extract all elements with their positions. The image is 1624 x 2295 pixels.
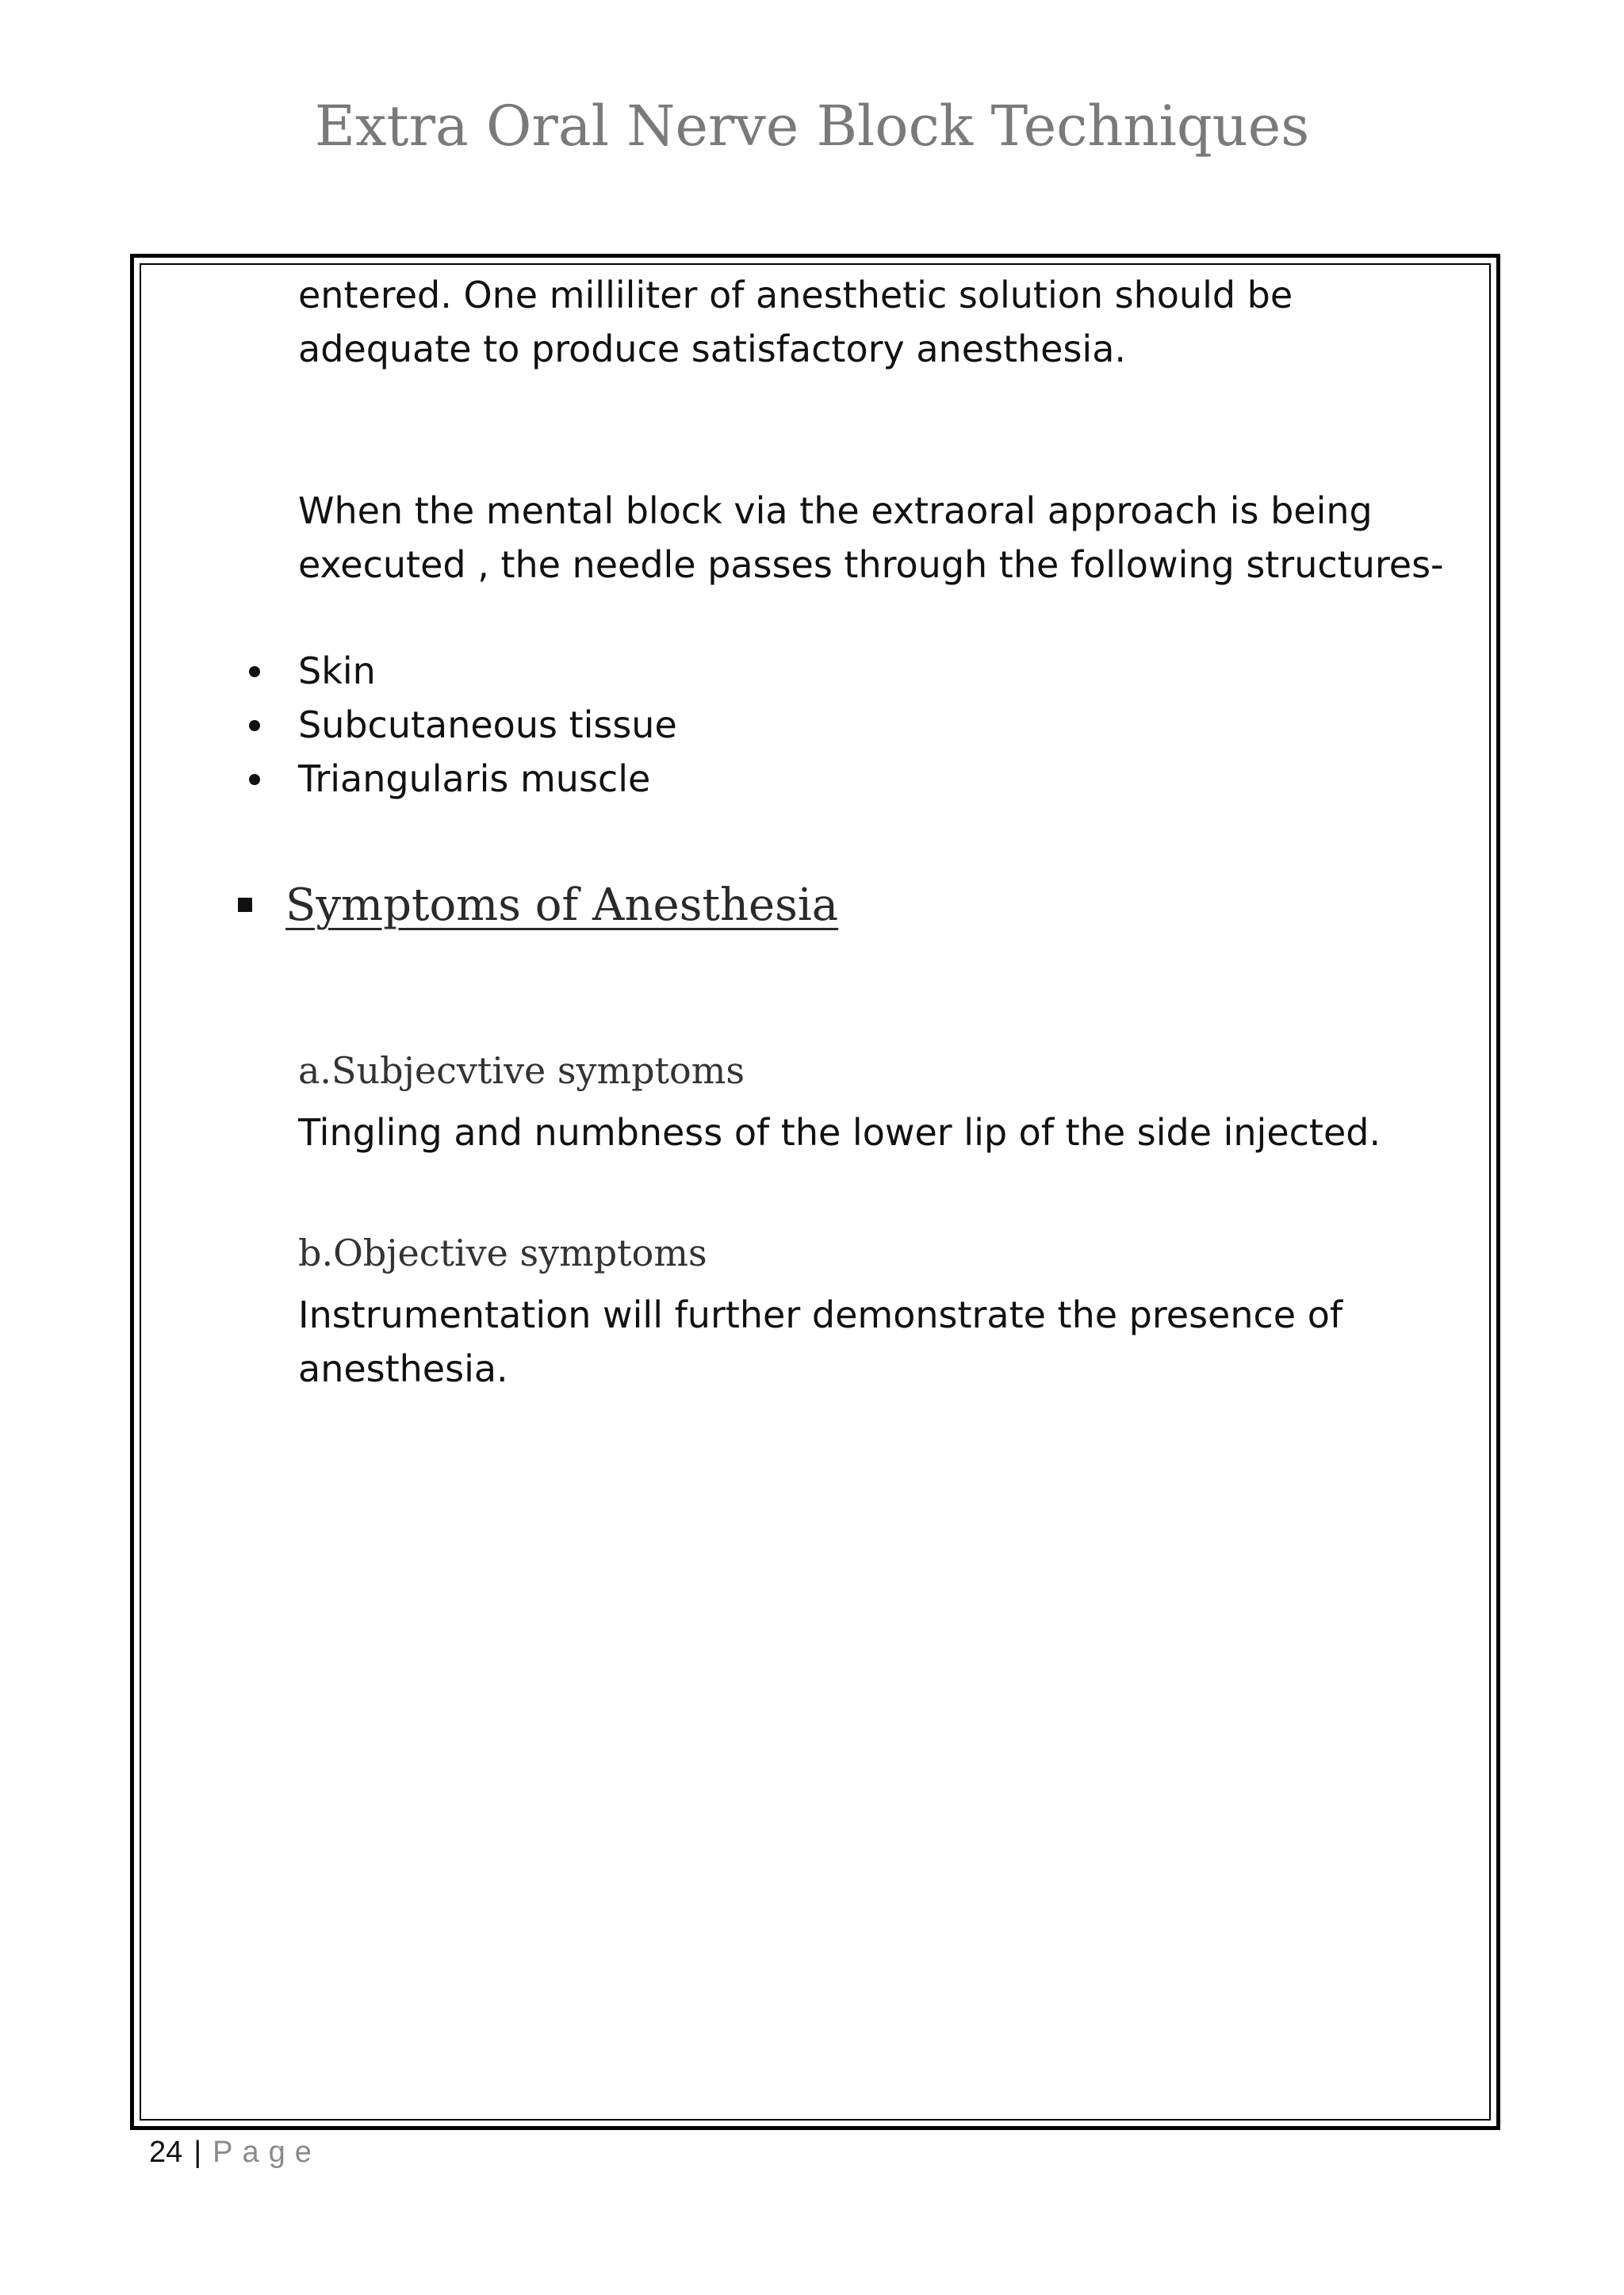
objective-symptoms-heading: b.Objective symptoms: [298, 1232, 707, 1274]
list-item: [238, 752, 677, 806]
subjective-symptoms-text: Tingling and numbness of the lower lip of the side injected.: [298, 1111, 1381, 1154]
paragraph-anesthetic-volume: entered. One milliliter of anesthetic solution should be adequate to produce satisfactory anesthesia.: [298, 274, 1293, 370]
bullet-dot-icon: [249, 720, 260, 731]
list-item: [238, 698, 677, 752]
list-item-label: Skin: [298, 649, 376, 692]
bullet-dot-icon: [249, 774, 260, 785]
page-number: 24: [149, 2136, 183, 2169]
list-item-label: Subcutaneous tissue: [298, 703, 677, 746]
section-heading-text: Symptoms of Anesthesia: [285, 879, 839, 931]
page-footer: [149, 2130, 321, 2174]
footer-separator: |: [193, 2136, 202, 2169]
page-title: Extra Oral Nerve Block Techniques: [314, 94, 1310, 159]
objective-symptoms-text: Instrumentation will further demonstrate the presence of anesthesia.: [298, 1293, 1343, 1390]
subjective-symptoms-heading: a.Subjecvtive symptoms: [298, 1049, 745, 1092]
list-item-label: Triangularis muscle: [298, 757, 651, 800]
square-bullet-icon: [238, 898, 252, 912]
page-label: Page: [213, 2136, 321, 2169]
structures-list: [238, 644, 677, 806]
list-item: [238, 644, 677, 698]
paragraph-needle-path: When the mental block via the extraoral approach is being executed , the needle passes through the following structures-: [298, 489, 1444, 586]
bullet-dot-icon: [249, 666, 260, 677]
